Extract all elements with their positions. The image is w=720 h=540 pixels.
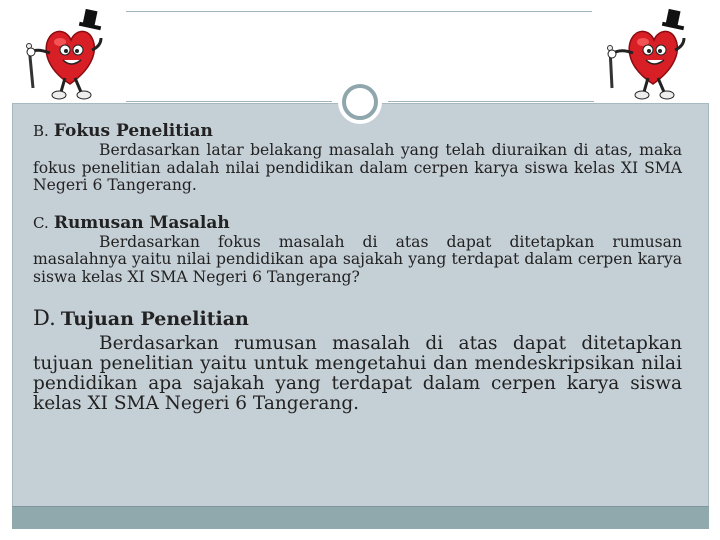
section-heading xyxy=(33,212,682,234)
section-body: Berdasarkan rumusan masalah di atas dapat ditetapkan tujuan penelitian yaitu untuk mengetahui dan mendeskripsikan nilai pendidikan apa sajakah yang terdapat dalam cerpen karya siswa kelas XI SMA Negeri 6 Tangerang. xyxy=(33,333,682,414)
ring-ornament-icon xyxy=(338,80,382,124)
section-title: Fokus Penelitian xyxy=(53,121,213,141)
top-divider-line xyxy=(126,11,592,12)
section-title: Rumusan Masalah xyxy=(53,212,230,233)
section-letter: B. xyxy=(33,122,49,140)
section-tujuan-penelitian xyxy=(33,304,682,414)
section-body: Berdasarkan fokus masalah di atas dapat ditetapkan rumusan masalahnya yaitu nilai pendidikan apa sajakah yang terdapat dalam cerpen karya siswa kelas XI SMA Negeri 6 Tangerang? xyxy=(33,232,682,286)
slide-text-content xyxy=(33,120,682,414)
section-letter: D. xyxy=(33,306,56,330)
section-heading xyxy=(33,304,682,334)
section-fokus-penelitian xyxy=(33,120,682,195)
section-title: Tujuan Penelitian xyxy=(60,308,249,330)
panel-top-line-left xyxy=(126,101,332,102)
heart-mascot-left-icon xyxy=(15,8,105,103)
section-body: Berdasarkan latar belakang masalah yang telah diuraikan di atas, maka fokus penelitian adalah nilai pendidikan dalam cerpen karya siswa kelas XI SMA Negeri 6 Tangerang. xyxy=(33,141,682,194)
section-rumusan-masalah xyxy=(33,212,682,287)
bottom-accent-bar xyxy=(12,506,709,529)
section-heading xyxy=(33,120,682,142)
heart-mascot-right-icon xyxy=(598,8,688,103)
panel-top-line-right xyxy=(388,101,594,102)
section-letter: C. xyxy=(33,213,49,232)
